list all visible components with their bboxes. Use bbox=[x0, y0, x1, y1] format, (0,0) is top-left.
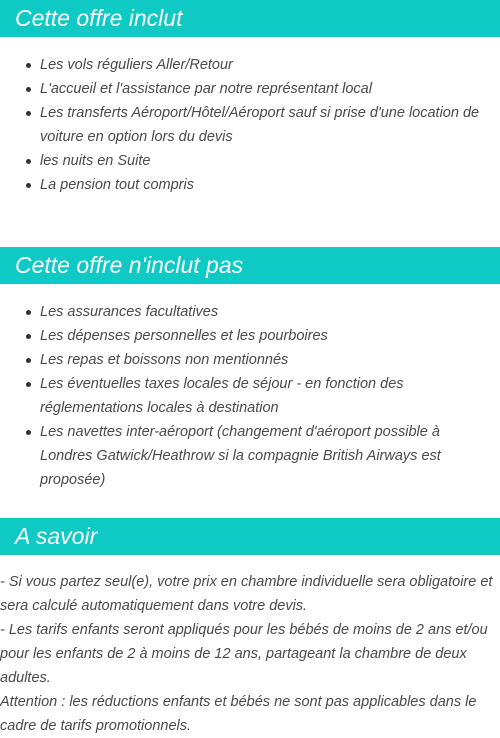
bullet-icon bbox=[26, 358, 31, 363]
savoir-paragraph: - Les tarifs enfants seront appliqués pour les bébés de moins de 2 ans et/ou pour les enfants de 2 à moins de 12 ans, partageant la chambre de deux adultes. bbox=[0, 622, 488, 686]
list-item-text: Les navettes inter-aéroport (changement d'aéroport possible à Londres Gatwick/Heathrow si la compagnie British Airways est proposée) bbox=[40, 424, 441, 488]
list-item-text: Les dépenses personnelles et les pourboires bbox=[40, 328, 328, 344]
section-header-savoir bbox=[0, 518, 500, 555]
list-item bbox=[0, 173, 500, 197]
list-item bbox=[0, 101, 500, 149]
savoir-title: A savoir bbox=[15, 523, 98, 549]
list-item bbox=[0, 149, 500, 173]
includes-list bbox=[0, 53, 500, 197]
list-item bbox=[0, 77, 500, 101]
list-item-text: Les transferts Aéroport/Hôtel/Aéroport sauf si prise d'une location de voiture en option lors du devis bbox=[40, 105, 480, 145]
list-item bbox=[0, 53, 500, 77]
list-item-text: Les éventuelles taxes locales de séjour - en fonction des réglementations locales à destination bbox=[40, 376, 404, 416]
list-item bbox=[0, 420, 500, 492]
bullet-icon bbox=[26, 183, 31, 188]
list-item bbox=[0, 348, 500, 372]
bullet-icon bbox=[26, 310, 31, 315]
section-header-excludes bbox=[0, 247, 500, 284]
list-item-text: L'accueil et l'assistance par notre représentant local bbox=[40, 81, 372, 97]
bullet-icon bbox=[26, 334, 31, 339]
list-item bbox=[0, 300, 500, 324]
bullet-icon bbox=[26, 382, 31, 387]
excludes-title: Cette offre n'inclut pas bbox=[15, 252, 244, 278]
list-item bbox=[0, 372, 500, 420]
bullet-icon bbox=[26, 159, 31, 164]
list-item-text: Les repas et boissons non mentionnés bbox=[40, 352, 289, 368]
savoir-content bbox=[0, 570, 500, 738]
bullet-icon bbox=[26, 111, 31, 116]
list-item bbox=[0, 324, 500, 348]
list-item-text: Les assurances facultatives bbox=[40, 304, 219, 320]
bullet-icon bbox=[26, 87, 31, 92]
list-item-text: La pension tout compris bbox=[40, 177, 194, 193]
section-header-includes bbox=[0, 0, 500, 37]
savoir-paragraph: Attention : les réductions enfants et bébés ne sont pas applicables dans le cadre de tarifs promotionnels. bbox=[0, 694, 477, 734]
bullet-icon bbox=[26, 63, 31, 68]
savoir-paragraph: - Si vous partez seul(e), votre prix en chambre individuelle sera obligatoire et sera calculé automatiquement dans votre devis. bbox=[0, 574, 493, 614]
excludes-list bbox=[0, 300, 500, 492]
list-item-text: Les vols réguliers Aller/Retour bbox=[40, 57, 233, 73]
bullet-icon bbox=[26, 430, 31, 435]
list-item-text: les nuits en Suite bbox=[40, 153, 151, 169]
includes-title: Cette offre inclut bbox=[15, 5, 183, 31]
